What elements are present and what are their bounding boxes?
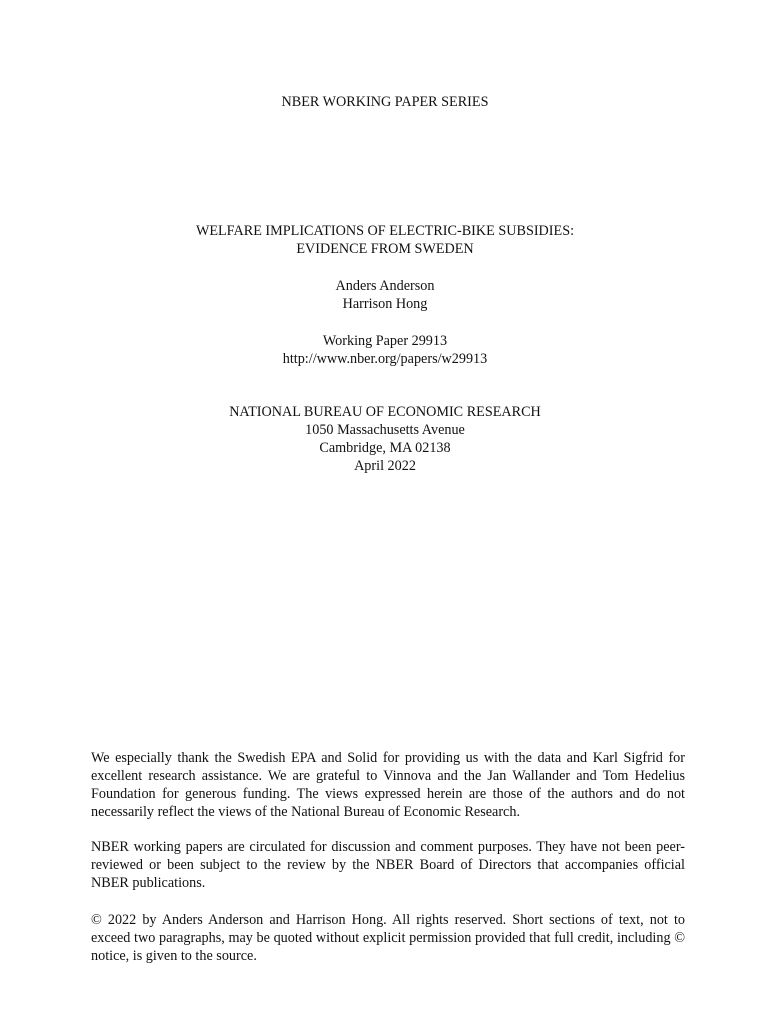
series-heading <box>0 93 770 111</box>
author-2: Harrison Hong <box>342 296 428 312</box>
institution-block <box>0 403 770 475</box>
title-line-1: WELFARE IMPLICATIONS OF ELECTRIC-BIKE SUBSIDIES: <box>195 223 575 239</box>
institution-name: NATIONAL BUREAU OF ECONOMIC RESEARCH <box>229 404 541 420</box>
working-paper-number: Working Paper 29913 <box>322 333 448 349</box>
copyright-paragraph: © 2022 by Anders Anderson and Harrison Hong. All rights reserved. Short sections of text, not to exceed two paragraphs, may be quoted without explicit permission provided that full credit, including © notice, is given to the source. <box>91 912 685 965</box>
disclaimer-paragraph: NBER working papers are circulated for discussion and comment purposes. They have not been peer-reviewed or been subject to the review by the NBER Board of Directors that accompanies official NBER publications. <box>91 839 685 892</box>
author-list <box>0 277 770 313</box>
series-label: NBER WORKING PAPER SERIES <box>281 94 489 110</box>
paper-title <box>0 222 770 258</box>
institution-street: 1050 Massachusetts Avenue <box>305 422 465 438</box>
institution-city: Cambridge, MA 02138 <box>319 440 451 456</box>
working-paper-info <box>0 332 770 368</box>
working-paper-url[interactable]: http://www.nber.org/papers/w29913 <box>282 351 488 367</box>
publication-date: April 2022 <box>354 458 416 474</box>
author-1: Anders Anderson <box>335 278 435 294</box>
acknowledgment-paragraph: We especially thank the Swedish EPA and Solid for providing us with the data and Karl Sigfrid for excellent research assistance. We are grateful to Vinnova and the Jan Wallander and Tom Hedelius Foundation for generous funding. The views expressed herein are those of the authors and do not necessarily reflect the views of the National Bureau of Economic Research. <box>91 750 685 821</box>
title-line-2: EVIDENCE FROM SWEDEN <box>296 241 474 257</box>
